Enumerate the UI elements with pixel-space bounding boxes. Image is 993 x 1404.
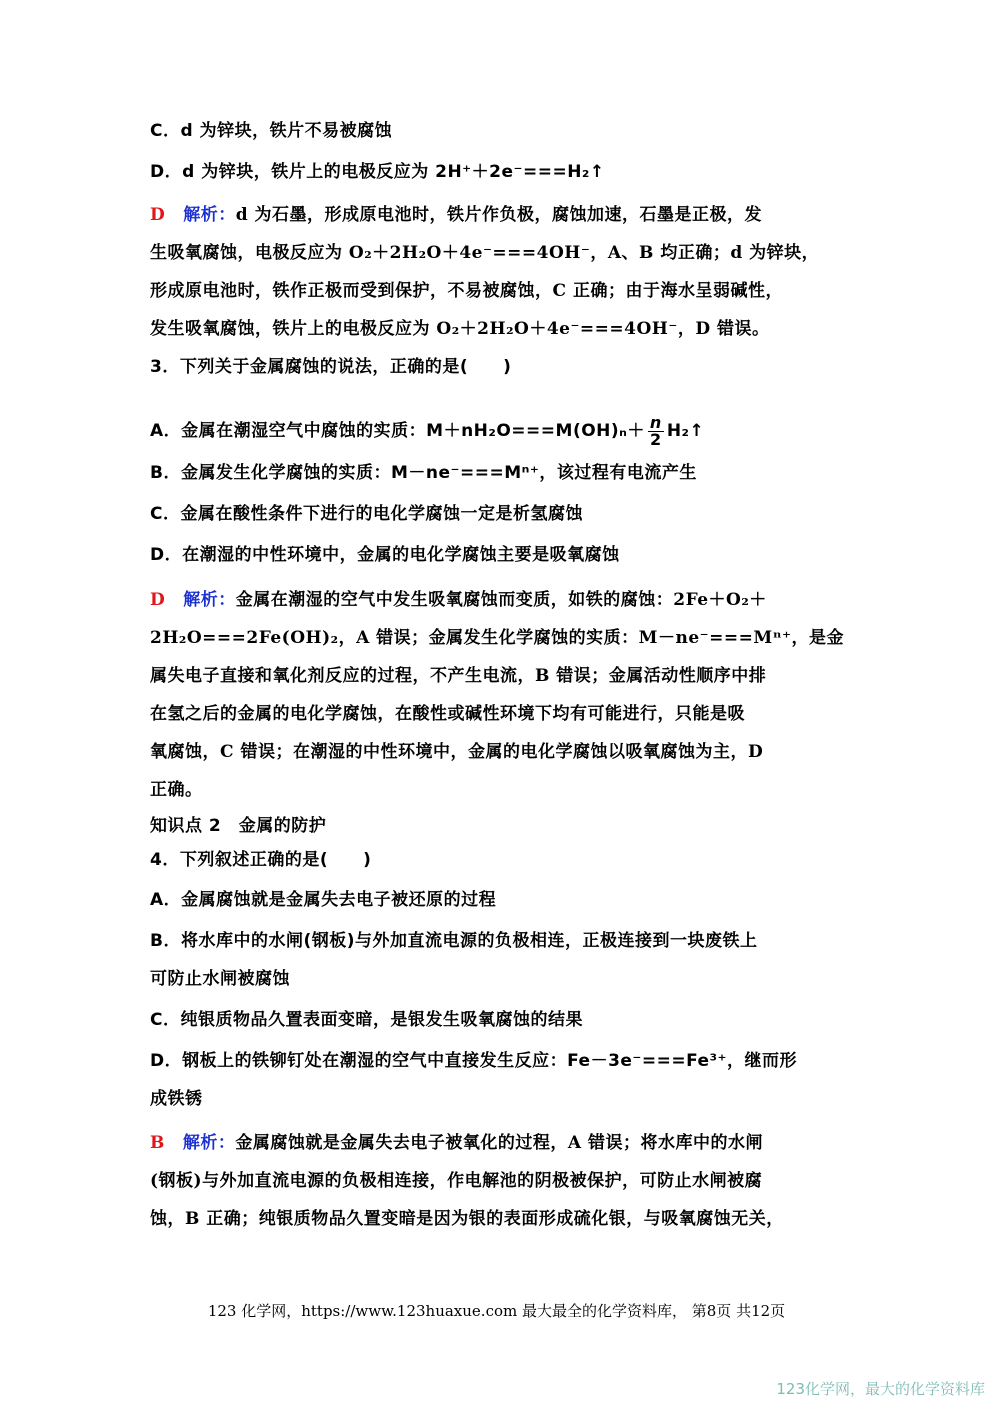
analysis-q3	[150, 581, 850, 809]
analysis-q4	[150, 1124, 850, 1238]
option-a-q4: A．金属腐蚀就是金属失去电子被还原的过程	[150, 890, 497, 910]
analysis-text: 在氢之后的金属的电化学腐蚀，在酸性或碱性环境下均有可能进行，只能是吸	[150, 704, 745, 724]
option-d-q4-cont: 成铁锈	[150, 1089, 203, 1109]
fraction-denominator: 2	[650, 429, 662, 449]
analysis-text: 生吸氧腐蚀，电极反应为 O₂＋2H₂O＋4e⁻===4OH⁻，A、B 均正确；d 为锌块，	[150, 243, 820, 263]
analysis-text: d 为石墨，形成原电池时，铁片作负极，腐蚀加速，石墨是正极，发	[235, 205, 763, 225]
option-b-q3: B．金属发生化学腐蚀的实质：M－ne⁻===Mⁿ⁺，该过程有电流产生	[150, 463, 697, 483]
analysis-text: (钢板)与外加直流电源的负极相连接，作电解池的阴极被保护，可防止水闸被腐	[150, 1171, 763, 1191]
option-c-q4: C．纯银质物品久置表面变暗，是银发生吸氧腐蚀的结果	[150, 1010, 583, 1030]
answer-letter: B	[150, 1133, 165, 1153]
option-d-q2: D．d 为锌块，铁片上的电极反应为 2H⁺＋2e⁻===H₂↑	[150, 162, 605, 182]
document-body	[150, 112, 850, 1238]
analysis-text: 金属腐蚀就是金属失去电子被氧化的过程，A 错误；将水库中的水闸	[235, 1133, 763, 1153]
fraction	[648, 412, 664, 449]
analysis-text: 形成原电池时，铁作正极而受到保护，不易被腐蚀，C 正确；由于海水呈弱碱性，	[150, 281, 783, 301]
page-footer: 123 化学网，https://www.123huaxue.com 最大最全的化学资料库， 第8页 共12页	[207, 1302, 786, 1320]
question-4: 4．下列叙述正确的是( )	[150, 850, 372, 870]
answer-letter: D	[150, 590, 166, 610]
option-text: A．金属在潮湿空气中腐蚀的实质：M＋nH₂O===M(OH)ₙ＋	[150, 421, 645, 441]
question-3: 3．下列关于金属腐蚀的说法，正确的是( )	[150, 357, 512, 377]
analysis-text: 属失电子直接和氧化剂反应的过程，不产生电流，B 错误；金属活动性顺序中排	[150, 666, 767, 686]
option-a-q3	[150, 412, 850, 450]
option-d-q4: D．钢板上的铁铆钉处在潮湿的空气中直接发生反应：Fe－3e⁻===Fe³⁺，继而形	[150, 1051, 798, 1071]
analysis-text: 金属在潮湿的空气中发生吸氧腐蚀而变质，如铁的腐蚀：2Fe＋O₂＋	[235, 590, 767, 610]
option-b-q4: B．将水库中的水闸(钢板)与外加直流电源的负极相连，正极连接到一块废铁上	[150, 931, 758, 951]
analysis-q2	[150, 196, 850, 348]
option-b-q4-cont: 可防止水闸被腐蚀	[150, 969, 290, 989]
analysis-text: 蚀，B 正确；纯银质物品久置变暗是因为银的表面形成硫化银，与吸氧腐蚀无关，	[150, 1209, 784, 1229]
analysis-text: 氧腐蚀，C 错误；在潮湿的中性环境中，金属的电化学腐蚀以吸氧腐蚀为主，D	[150, 742, 764, 762]
analysis-label: 解析：	[182, 1133, 236, 1153]
analysis-text: 发生吸氧腐蚀，铁片上的电极反应为 O₂＋2H₂O＋4e⁻===4OH⁻，D 错误。	[150, 319, 770, 339]
answer-letter: D	[150, 205, 166, 225]
option-c-q3: C．金属在酸性条件下进行的电化学腐蚀一定是析氢腐蚀	[150, 504, 583, 524]
analysis-text: 2H₂O===2Fe(OH)₂，A 错误；金属发生化学腐蚀的实质：M－ne⁻===Mⁿ⁺，是金	[150, 628, 844, 648]
option-text: H₂↑	[666, 421, 705, 441]
section-heading: 知识点 2 金属的防护	[150, 816, 327, 836]
analysis-text: 正确。	[150, 780, 203, 800]
analysis-label: 解析：	[183, 205, 236, 225]
option-c-q2: C．d 为锌块，铁片不易被腐蚀	[150, 121, 393, 141]
option-d-q3: D．在潮湿的中性环境中，金属的电化学腐蚀主要是吸氧腐蚀	[150, 545, 620, 565]
fraction-numerator: n	[649, 412, 662, 432]
site-watermark: 123化学网，最大的化学资料库	[776, 1380, 985, 1398]
analysis-label: 解析：	[183, 590, 236, 610]
